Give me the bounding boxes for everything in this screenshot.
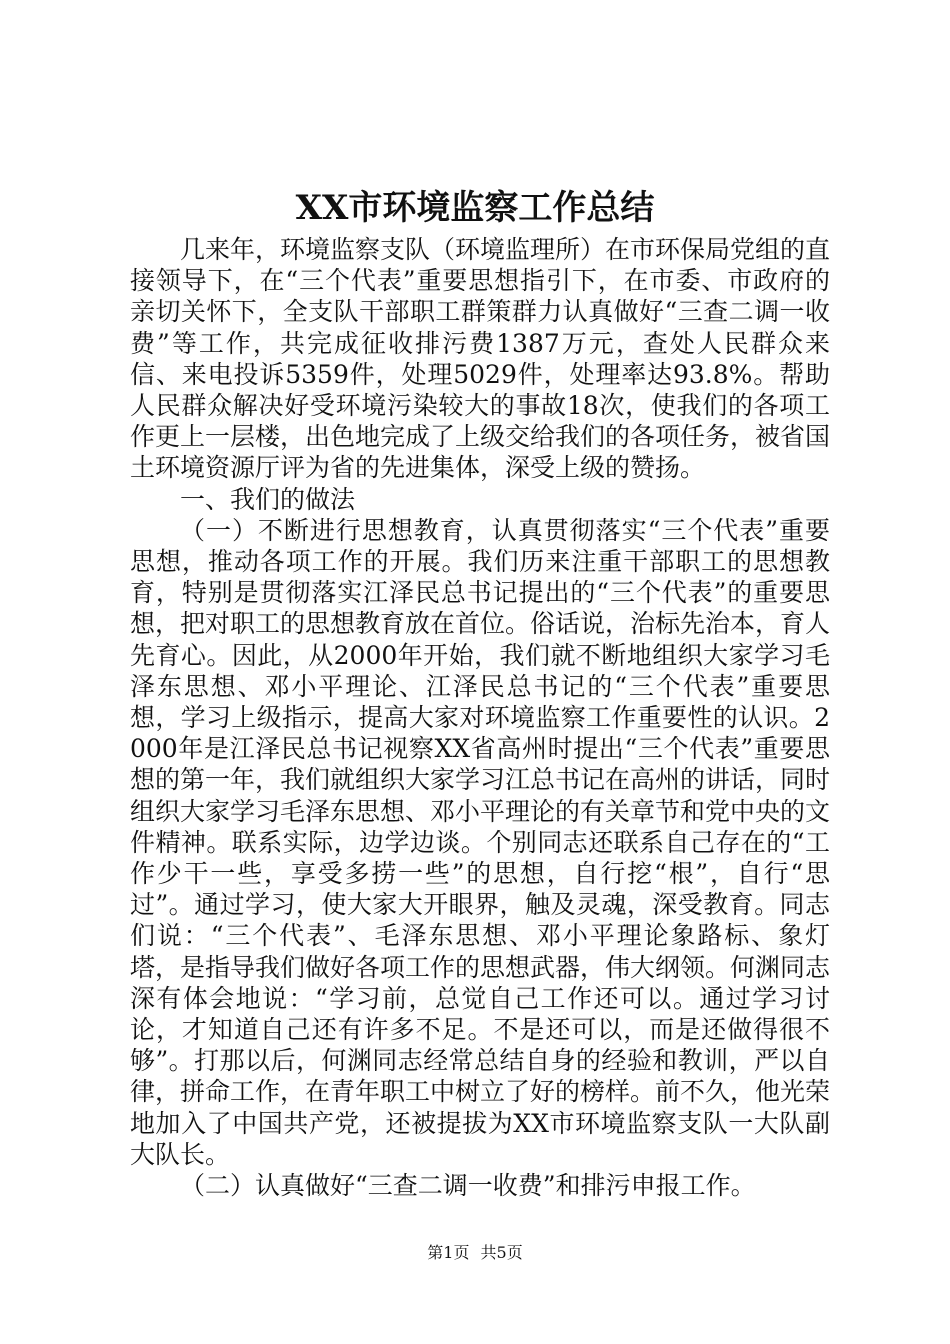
section-one-paragraph: （一）不断进行思想教育，认真贯彻落实“三个代表”重要思想，推动各项工作的开展。我们历来注重干部职工的思想教育，特别是贯彻落实江泽民总书记提出的“三个代表”的重要思想，把对职工的思想教育放在首位。俗话说，治标先治本，育人先育心。因此，从2000年开始，我们就不断地组织大家学习毛泽东思想、邓小平理论、江泽民总书记的“三个代表”重要思想，学习上级指示，提高大家对环境监察工作重要性的认识。2000年是江泽民总书记视察XX省高州时提出“三个代表”重要思想的第一年，我们就组织大家学习江总书记在高州的讲话，同时组织大家学习毛泽东思想、邓小平理论的有关章节和党中央的文件精神。联系实际，边学边谈。个别同志还联系自己存在的“工作少干一些，享受多捞一些”的思想，自行挖“根”，自行“思过”。通过学习，使大家大开眼界，触及灵魂，深受教育。同志们说：“三个代表”、毛泽东思想、邓小平理论象路标、象灯塔，是指导我们做好各项工作的思想武器，伟大纲领。何渊同志深有体会地说：“学习前，总觉自己工作还可以。通过学习讨论，才知道自己还有许多不足。不是还可以，而是还做得很不够”。打那以后，何渊同志经常总结自身的经验和教训，严以自律，拼命工作，在青年职工中树立了好的榜样。前不久，他光荣地加入了中国共产党，还被提拔为XX市环境监察支队一大队副大队长。 [130, 515, 831, 1169]
page-footer [0, 1243, 950, 1263]
page-total: 共5页 [480, 1243, 523, 1262]
intro-paragraph: 几来年，环境监察支队（环境监理所）在市环保局党组的直接领导下，在“三个代表”重要思想指引下，在市委、市政府的亲切关怀下，全支队干部职工群策群力认真做好“三查二调一收费”等工作，共完成征收排污费1387万元，查处人民群众来信、来电投诉5359件，处理5029件，处理率达93.8%。帮助人民群众解决好受环境污染较大的事故18次，使我们的各项工作更上一层楼，出色地完成了上级交给我们的各项任务，被省国土环境资源厅评为省的先进集体，深受上级的赞扬。 [130, 235, 831, 483]
document-body [130, 234, 830, 1201]
document-title: XX市环境监察工作总结 [295, 188, 655, 228]
page-number: 第1页 [427, 1243, 470, 1262]
section-two-heading: （二）认真做好“三查二调一收费”和排污申报工作。 [180, 1171, 756, 1201]
section-heading: 一、我们的做法 [180, 484, 356, 514]
